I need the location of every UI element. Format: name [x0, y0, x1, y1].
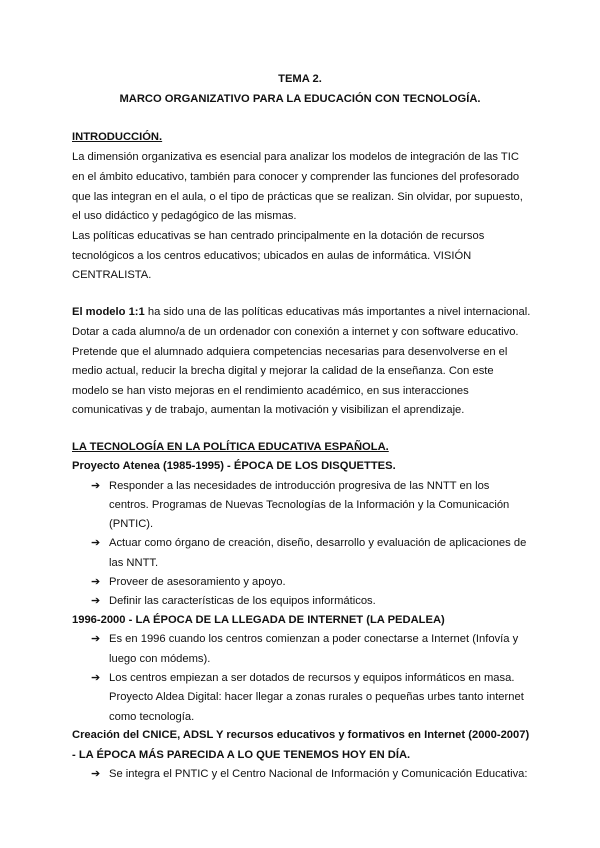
modelo-line: medio actual, reducir la brecha digital y mejorar la calidad de la enseñanza. Con este — [72, 365, 494, 377]
intro-line: CENTRALISTA. — [72, 269, 152, 281]
bullet-line: centros. Programas de Nuevas Tecnologías de la Información y la Comunicación — [109, 499, 510, 511]
cnice-heading-line2: - LA ÉPOCA MÁS PARECIDA A LO QUE TENEMOS HOY EN DÍA. — [72, 749, 411, 761]
modelo-first-rest: ha sido una de las políticas educativas más importantes a nivel internacional. — [144, 306, 531, 318]
intro-line: el uso didáctico y pedagógico de las mismas. — [72, 210, 297, 222]
arrow-bullet-icon: ➔ — [91, 537, 101, 549]
intro-line: que las integran en el aula, o el tipo de prácticas que se realizan. Sin olvidar, por supuesto, — [72, 191, 523, 203]
atenea-heading: Proyecto Atenea (1985-1995) - ÉPOCA DE LOS DISQUETTES. — [72, 460, 396, 472]
arrow-bullet-icon: ➔ — [91, 633, 101, 645]
intro-line: en el ámbito educativo, también para conocer y comprender las funciones del profesorado — [72, 171, 520, 183]
bullet-line: luego con módems). — [109, 653, 211, 665]
modelo-line: Pretende que el alumnado adquiera competencias necesarias para desenvolverse en el — [72, 346, 508, 358]
bullet-line: Proyecto Aldea Digital: hacer llegar a zonas rurales o pequeñas urbes tanto internet — [109, 691, 524, 703]
bullet-line: Responder a las necesidades de introducción progresiva de las NNTT en los — [109, 480, 490, 492]
modelo-line: comunicativas y de trabajo, aumentan la motivación y visibilizan el aprendizaje. — [72, 404, 465, 416]
arrow-bullet-icon: ➔ — [91, 768, 101, 780]
arrow-bullet-icon: ➔ — [91, 672, 101, 684]
doc-title-line1: TEMA 2. — [278, 73, 322, 85]
doc-title-line2: MARCO ORGANIZATIVO PARA LA EDUCACIÓN CON TECNOLOGÍA. — [119, 93, 481, 105]
intro-heading: INTRODUCCIÓN. — [72, 131, 163, 143]
bullet-line: las NNTT. — [109, 557, 159, 569]
bullet-line: Es en 1996 cuando los centros comienzan a poder conectarse a Internet (Infovía y — [109, 633, 519, 645]
arrow-bullet-icon: ➔ — [91, 576, 101, 588]
modelo-line: Dotar a cada alumno/a de un ordenador con conexión a internet y con software educativo. — [72, 326, 519, 338]
bullet-line: Actuar como órgano de creación, diseño, desarrollo y evaluación de aplicaciones de — [109, 537, 527, 549]
bullet-line: Definir las características de los equipos informáticos. — [109, 595, 376, 607]
modelo-line-first — [72, 305, 530, 319]
bullet-line: Los centros empiezan a ser dotados de recursos y equipos informáticos en masa. — [109, 672, 515, 684]
arrow-bullet-icon: ➔ — [91, 480, 101, 492]
modelo-line: modelo se han visto mejoras en el rendimiento académico, en sus interacciones — [72, 385, 469, 397]
cnice-heading-line1: Creación del CNICE, ADSL Y recursos educativos y formativos en Internet (2000-2007) — [72, 729, 530, 741]
modelo-bold-lead: El modelo 1:1 — [72, 306, 145, 318]
arrow-bullet-icon: ➔ — [91, 595, 101, 607]
bullet-line: como tecnología. — [109, 711, 195, 723]
bullet-line: Proveer de asesoramiento y apoyo. — [109, 576, 286, 588]
politica-heading: LA TECNOLOGÍA EN LA POLÍTICA EDUCATIVA ESPAÑOLA. — [72, 441, 389, 453]
bullet-line: Se integra el PNTIC y el Centro Nacional de Información y Comunicación Educativa: — [109, 768, 528, 780]
bullet-line: (PNTIC). — [109, 518, 154, 530]
intro-line: Las políticas educativas se han centrado principalmente en la dotación de recursos — [72, 230, 485, 242]
intro-line: tecnológicos a los centros educativos; ubicados en aulas de informática. VISIÓN — [72, 250, 472, 262]
intro-line: La dimensión organizativa es esencial para analizar los modelos de integración de las TIC — [72, 151, 519, 163]
internet-heading: 1996-2000 - LA ÉPOCA DE LA LLEGADA DE INTERNET (LA PEDALEA) — [72, 614, 445, 626]
